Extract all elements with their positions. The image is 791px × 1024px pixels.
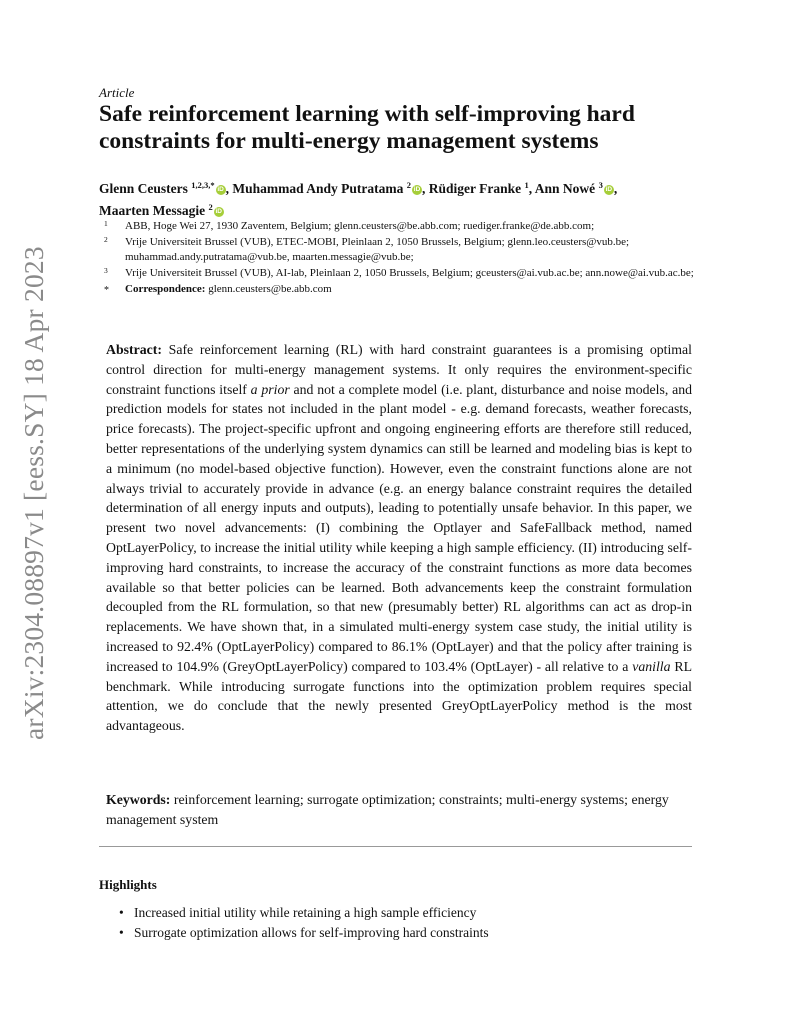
author: Muhammad Andy Putratama $^2$ iD , [232, 180, 429, 196]
bullet-icon: • [119, 925, 124, 940]
keywords: Keywords: reinforcement learning; surrogate optimization; constraints; multi-energy systems; energy management system [106, 792, 669, 827]
author: Rüdiger Franke $^1$, [428, 180, 535, 196]
arxiv-identifier: arXiv:2304.08897v1 [eess.SY] 18 Apr 2023 [18, 246, 49, 740]
abstract: Abstract: Safe reinforcement learning (RL) with hard constraint guarantees is a promising optimal control direction for multi-energy management systems. It only requires the environment-specific constraint functions itself a prior and not a complete model (i.e. plant, disturbance and noise models, and prediction models for states not included in the plant model - e.g. demand forecasts, weather forecasts, price forecasts). The project-specific upfront and ongoing engineering efforts are therefore still reduced, better representations of the underlying system dynamics can still be learned and modeling bias is kept to a minimum (no model-based objective function). However, even the constraint functions alone are not always trivial to accurately provide in advance (e.g. an energy balance constraint requires the detailed determination of all energy inputs and outputs), leading to potentially unsafe behavior. In this paper, we present two novel advancements: (I) combining the Optlayer and SafeFallback method, named OptLayerPolicy, to increase the initial utility while keeping a high sample efficiency. (II) introducing self-improving hard constraints, to increase the accuracy of the constraint functions as more data becomes available so that better policies can be learned. Both advancements keep the constraint formulation decoupled from the RL formulation, so that new (presumably better) RL algorithms can act as drop-in replacements. We have shown that, in a simulated multi-energy system case study, the initial utility is increased to 92.4% (OptLayerPolicy) compared to 86.1% (OptLayer) and that the policy after training is increased to 104.9% (GreyOptLayerPolicy) compared to 103.4% (OptLayer) - all relative to a vanilla RL benchmark. While introducing surrogate functions into the optimization problem requires special attention, we do conclude that the newly presented GreyOptLayerPolicy method is the most advantageous. [106, 342, 693, 734]
affiliations [104, 219, 704, 298]
highlights-list [119, 903, 489, 943]
orcid-icon[interactable]: iD [217, 186, 224, 193]
bullet-icon: • [119, 905, 124, 920]
section-divider [99, 846, 692, 847]
affiliation-item: 3 Vrije Universiteit Brussel (VUB), AI-lab, Pleinlaan 2, 1050 Brussels, Belgium; gceusters@ai.vub.ac.be; ann.nowe@ai.vub.ac.be; [104, 266, 694, 279]
orcid-icon[interactable]: iD [413, 186, 421, 193]
affiliation-item: 1 ABB, Hoge Wei 27, 1930 Zaventem, Belgium; glenn.ceusters@be.abb.com; ruediger.franke@de.abb.com; [104, 219, 595, 232]
affiliation-item: 2 Vrije Universiteit Brussel (VUB), ETEC-MOBI, Pleinlaan 2, 1050 Brussels, Belgium; glenn.leo.ceusters@vub.be; muhammad.andy.putratama@vub.be, maarten.messagie@vub.be; [104, 235, 630, 263]
article-type: Article [99, 85, 135, 100]
orcid-icon[interactable]: iD [215, 208, 222, 215]
correspondence-email[interactable]: glenn.ceusters@be.abb.com [208, 283, 332, 295]
highlights-heading: Highlights [99, 877, 157, 892]
author-list [99, 176, 699, 220]
list-item: • Surrogate optimization allows for self-improving hard constraints [119, 923, 489, 943]
correspondence: * Correspondence: glenn.ceusters@be.abb.com [104, 283, 332, 296]
author: Maarten Messagie $^2$ iD [99, 202, 222, 218]
orcid-icon[interactable]: iD [605, 186, 613, 193]
paper-title: Safe reinforcement learning with self-improving hard constraints for multi-energy management systems [99, 101, 635, 154]
author: Ann Nowé $^3$ iD , [534, 180, 618, 196]
keywords-label: Keywords: [106, 792, 171, 807]
list-item: • Increased initial utility while retaining a high sample efficiency [119, 903, 489, 923]
author: Glenn Ceusters $^{1,2,3,*}$ iD , [99, 180, 233, 196]
abstract-label: Abstract: [106, 342, 162, 357]
